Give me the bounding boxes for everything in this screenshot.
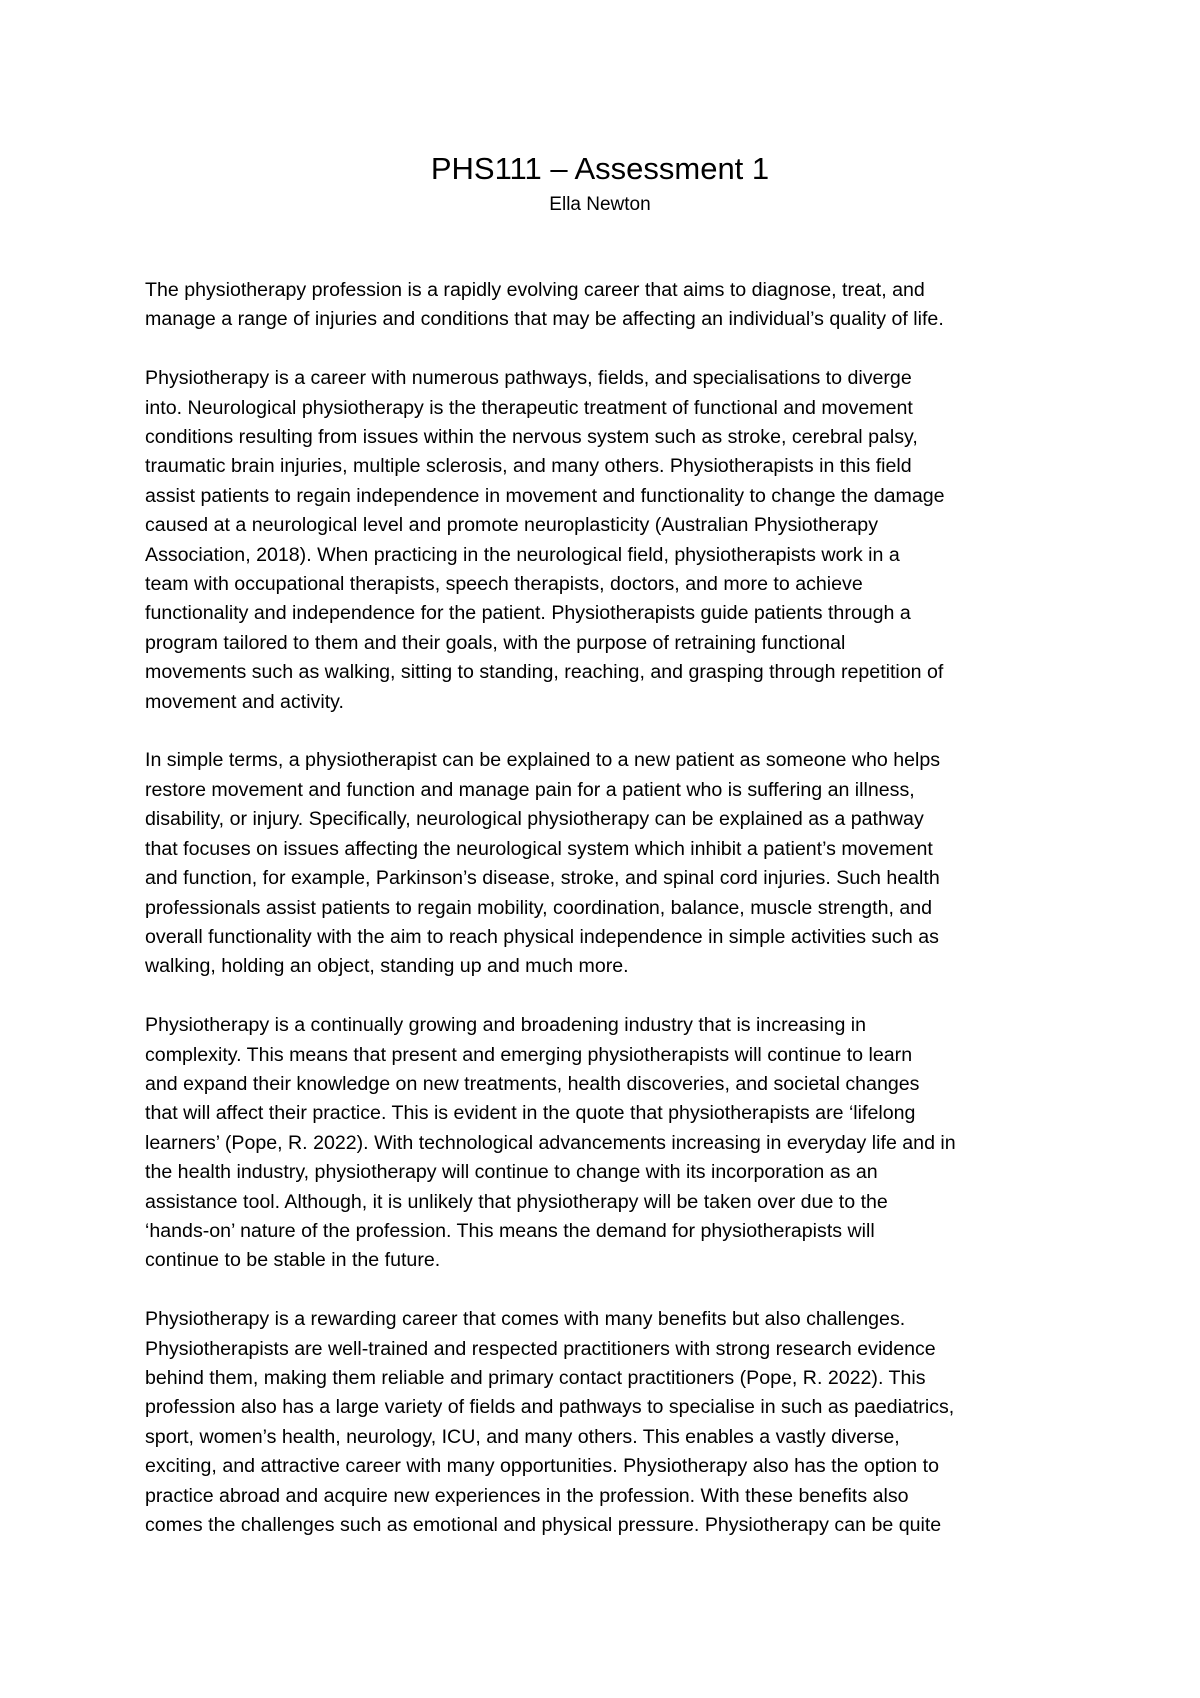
paragraph-line: team with occupational therapists, speech therapists, doctors, and more to achieve [145, 573, 863, 596]
paragraph [145, 276, 1075, 335]
paragraph-line: exciting, and attractive career with many opportunities. Physiotherapy also has the option to [145, 1455, 939, 1478]
paragraph-line: ‘hands-on’ nature of the profession. This means the demand for physiotherapists will [145, 1219, 875, 1242]
paragraph-line: traumatic brain injuries, multiple sclerosis, and many others. Physiotherapists in this field [145, 455, 912, 478]
paragraph-line: caused at a neurological level and promote neuroplasticity (Australian Physiotherapy [145, 514, 879, 537]
paragraph [145, 364, 1075, 717]
paragraph-line: the health industry, physiotherapy will continue to change with its incorporation as an [145, 1161, 878, 1184]
paragraph-line: and expand their knowledge on new treatments, health discoveries, and societal changes [145, 1072, 920, 1095]
document-author: Ella Newton [549, 194, 651, 215]
paragraph [145, 746, 1075, 981]
paragraph-line: movement and activity. [145, 690, 344, 713]
paragraph-line: manage a range of injuries and conditions that may be affecting an individual’s quality of life. [145, 308, 944, 331]
paragraph-line: learners’ (Pope, R. 2022). With technological advancements increasing in everyday life and in [145, 1131, 956, 1154]
paragraph [145, 1011, 1075, 1276]
paragraph-line: walking, holding an object, standing up and much more. [145, 955, 629, 978]
document-header [0, 150, 1200, 218]
paragraph-line: movements such as walking, sitting to standing, reaching, and grasping through repetition of [145, 661, 944, 684]
paragraph-line: complexity. This means that present and emerging physiotherapists will continue to learn [145, 1043, 913, 1066]
paragraph-line: assist patients to regain independence in movement and functionality to change the damage [145, 484, 945, 507]
paragraph-line: and function, for example, Parkinson’s disease, stroke, and spinal cord injuries. Such health [145, 867, 940, 890]
paragraph-line: assistance tool. Although, it is unlikely that physiotherapy will be taken over due to the [145, 1190, 888, 1213]
paragraph-line: conditions resulting from issues within the nervous system such as stroke, cerebral palsy, [145, 426, 918, 449]
paragraph-line: Physiotherapy is a career with numerous pathways, fields, and specialisations to diverge [145, 367, 912, 390]
paragraph-line: behind them, making them reliable and primary contact practitioners (Pope, R. 2022). This [145, 1366, 926, 1389]
paragraph-line: continue to be stable in the future. [145, 1249, 441, 1272]
document-body [145, 276, 1075, 1570]
paragraph-line: program tailored to them and their goals, with the purpose of retraining functional [145, 631, 846, 654]
paragraph-line: that will affect their practice. This is evident in the quote that physiotherapists are ‘lifelong [145, 1102, 916, 1125]
paragraph-line: that focuses on issues affecting the neurological system which inhibit a patient’s movement [145, 837, 933, 860]
paragraph-line: comes the challenges such as emotional and physical pressure. Physiotherapy can be quite [145, 1514, 942, 1536]
paragraph-line: sport, women’s health, neurology, ICU, and many others. This enables a vastly diverse, [145, 1425, 900, 1448]
paragraph-line: profession also has a large variety of fields and pathways to specialise in such as paediatrics, [145, 1396, 955, 1419]
paragraph-line: disability, or injury. Specifically, neurological physiotherapy can be explained as a pathway [145, 808, 924, 831]
paragraph-line: Physiotherapy is a continually growing and broadening industry that is increasing in [145, 1014, 867, 1037]
paragraph-line: overall functionality with the aim to reach physical independence in simple activities such as [145, 925, 939, 948]
paragraph-line: Physiotherapists are well-trained and respected practitioners with strong research evidence [145, 1337, 936, 1360]
paragraph-line: In simple terms, a physiotherapist can be explained to a new patient as someone who helps [145, 749, 941, 772]
paragraph-line: The physiotherapy profession is a rapidly evolving career that aims to diagnose, treat, and [145, 279, 925, 301]
paragraph [145, 1305, 1075, 1540]
paragraph-line: into. Neurological physiotherapy is the therapeutic treatment of functional and movement [145, 396, 913, 419]
paragraph-line: functionality and independence for the patient. Physiotherapists guide patients through a [145, 602, 911, 625]
paragraph-line: practice abroad and acquire new experiences in the profession. With these benefits also [145, 1484, 909, 1507]
paragraph-line: Physiotherapy is a rewarding career that comes with many benefits but also challenges. [145, 1308, 906, 1331]
paragraph-line: professionals assist patients to regain mobility, coordination, balance, muscle strength, and [145, 896, 933, 919]
paragraph-line: Association, 2018). When practicing in the neurological field, physiotherapists work in a [145, 543, 900, 566]
paragraph-line: restore movement and function and manage pain for a patient who is suffering an illness, [145, 778, 915, 801]
document-title: PHS111 – Assessment 1 [430, 151, 770, 186]
